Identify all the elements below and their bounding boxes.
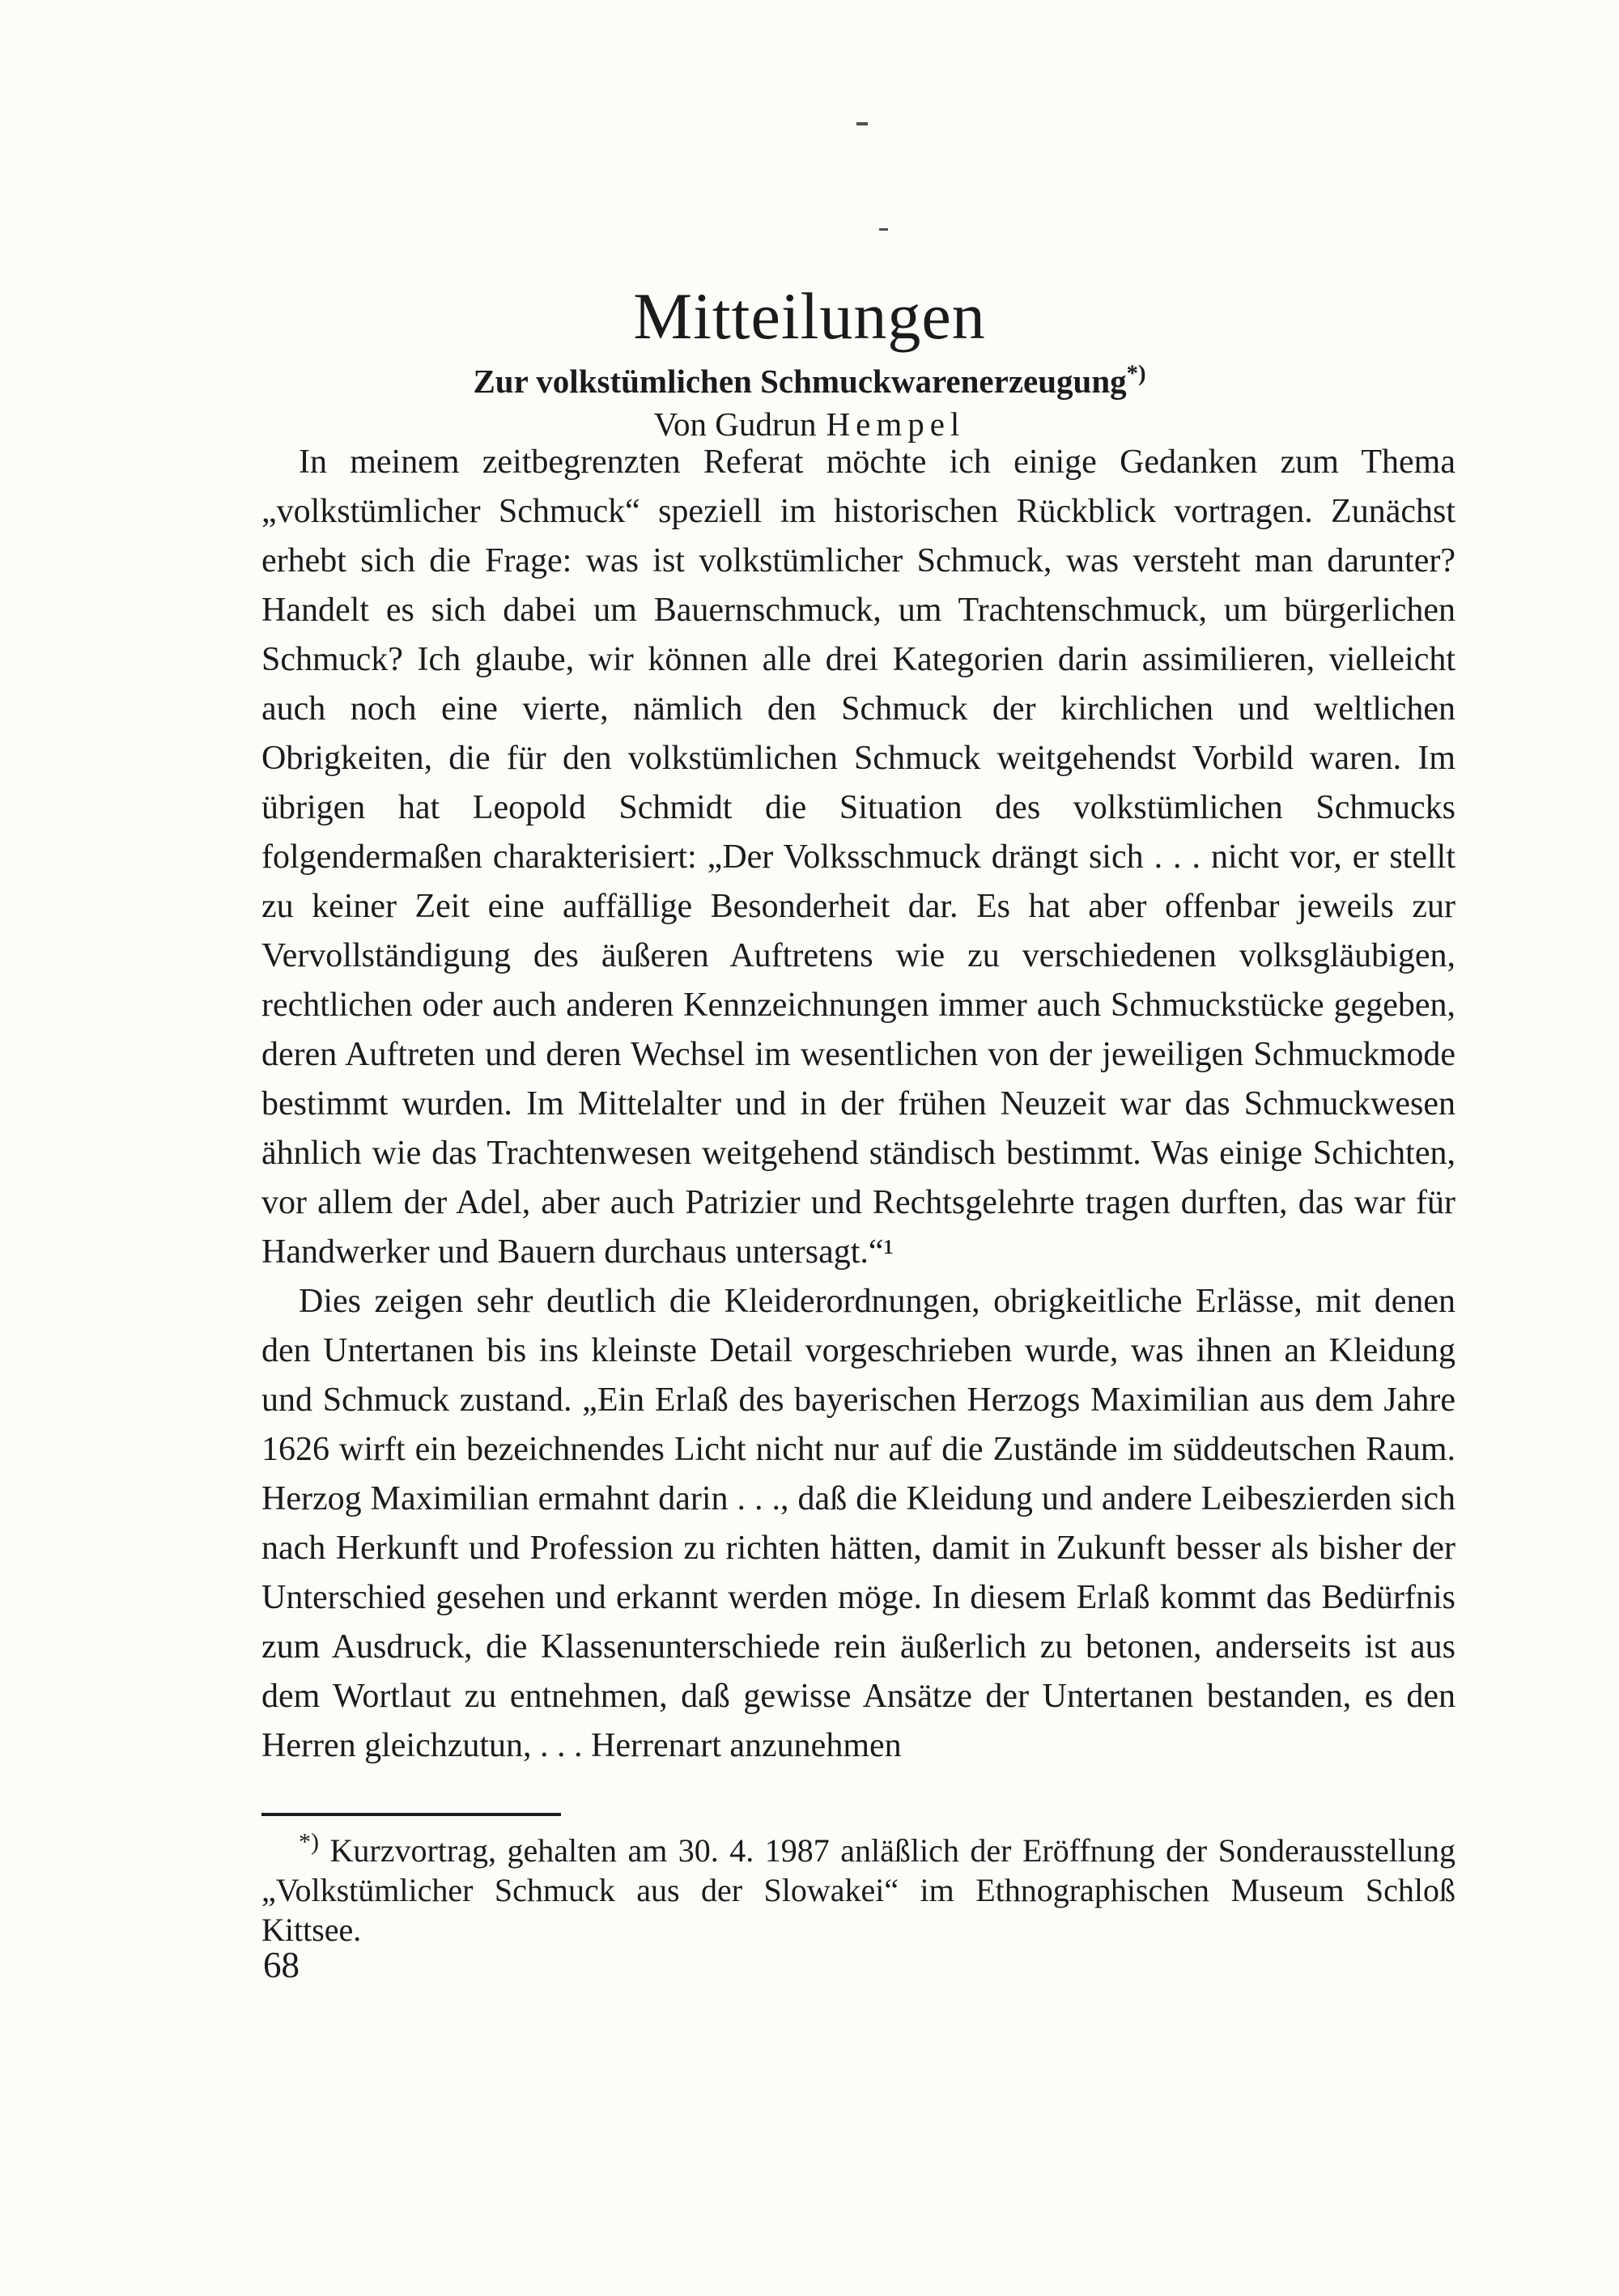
footnote-divider: [261, 1813, 561, 1816]
footnote-block: [261, 1813, 1455, 1950]
section-title: Mitteilungen: [633, 279, 986, 353]
author-name: Hempel: [826, 405, 966, 443]
article-heading: [0, 362, 1619, 401]
body-paragraph-2: Dies zeigen sehr deutlich die Kleiderordnungen, obrigkeitliche Erlässe, mit denen den Untertanen bis ins kleinste Detail vorgeschrieben wurde, was ihnen an Kleidung und Schmuck zustand. „Ein Erlaß des bayerischen Herzogs Maximilian aus dem Jahre 1626 wirft ein bezeichnendes Licht nicht nur auf die Zustände im süddeutschen Raum. Herzog Maximilian ermahnt darin . . ., daß die Kleidung und andere Leibeszierden sich nach Herkunft und Profession zu richten hätten, damit in Zukunft besser als bisher der Unterschied gesehen und erkannt werden möge. In diesem Erlaß kommt das Bedürfnis zum Ausdruck, die Klassenunterschiede rein äußerlich zu betonen, anderseits ist aus dem Wortlaut zu entnehmen, daß gewisse Ansätze der Untertanen bestanden, es den Herren gleichzutun, . . . Herrenart anzunehmen: [261, 1283, 1455, 1764]
footnote-text: Kurzvortrag, gehalten am 30. 4. 1987 anläßlich der Eröffnung der Sonderausstellung „Volkstümlicher Schmuck aus der Slowakei“ im Ethnographischen Museum Schloß Kittsee.: [261, 1832, 1455, 1948]
byline-prefix: Von Gudrun: [653, 405, 817, 443]
page-number: 68: [263, 1945, 300, 1985]
article-body: [261, 438, 1455, 1771]
scan-artifact-dash-upper: [879, 228, 888, 231]
article-footnote-marker: *): [1126, 360, 1146, 387]
body-paragraph-1: In meinem zeitbegrenzten Referat möchte ich einige Gedanken zum Thema „volkstümlicher Schmuck“ speziell im historischen Rückblick vortragen. Zunächst erhebt sich die Frage: was ist volkstümlicher Schmuck, was versteht man darunter? Handelt es sich dabei um Bauernschmuck, um Trachtenschmuck, um bürgerlichen Schmuck? Ich glaube, wir können alle drei Kategorien darin assimilieren, vielleicht auch noch eine vierte, nämlich den Schmuck der kirchlichen und weltlichen Obrigkeiten, die für den volkstümlichen Schmuck weitgehendst Vorbild waren. Im übrigen hat Leopold Schmidt die Situation des volkstümlichen Schmucks folgendermaßen charakterisiert: „Der Volksschmuck drängt sich . . . nicht vor, er stellt zu keiner Zeit eine auffällige Besonderheit dar. Es hat aber offenbar jeweils zur Vervollständigung des äußeren Auftretens wie zu verschiedenen volksgläubigen, rechtlichen oder auch anderen Kennzeichnungen immer auch Schmuckstücke gegeben, deren Auftreten und deren Wechsel im wesentlichen von der jeweiligen Schmuckmode bestimmt wurden. Im Mittelalter und in der frühen Neuzeit war das Schmuckwesen ähnlich wie das Trachtenwesen weitgehend ständisch bestimmt. Was einige Schichten, vor allem der Adel, aber auch Patrizier und Rechtsgelehrte tragen durften, das war für Handwerker und Bauern durchaus untersagt.“¹: [261, 443, 1455, 1271]
article-heading-text: Zur volkstümlichen Schmuckwarenerzeugung: [473, 363, 1127, 400]
footnote-text-line: [261, 1828, 1455, 1950]
footnote-marker: *): [299, 1828, 319, 1856]
scan-artifact-dash-top: [856, 122, 868, 125]
